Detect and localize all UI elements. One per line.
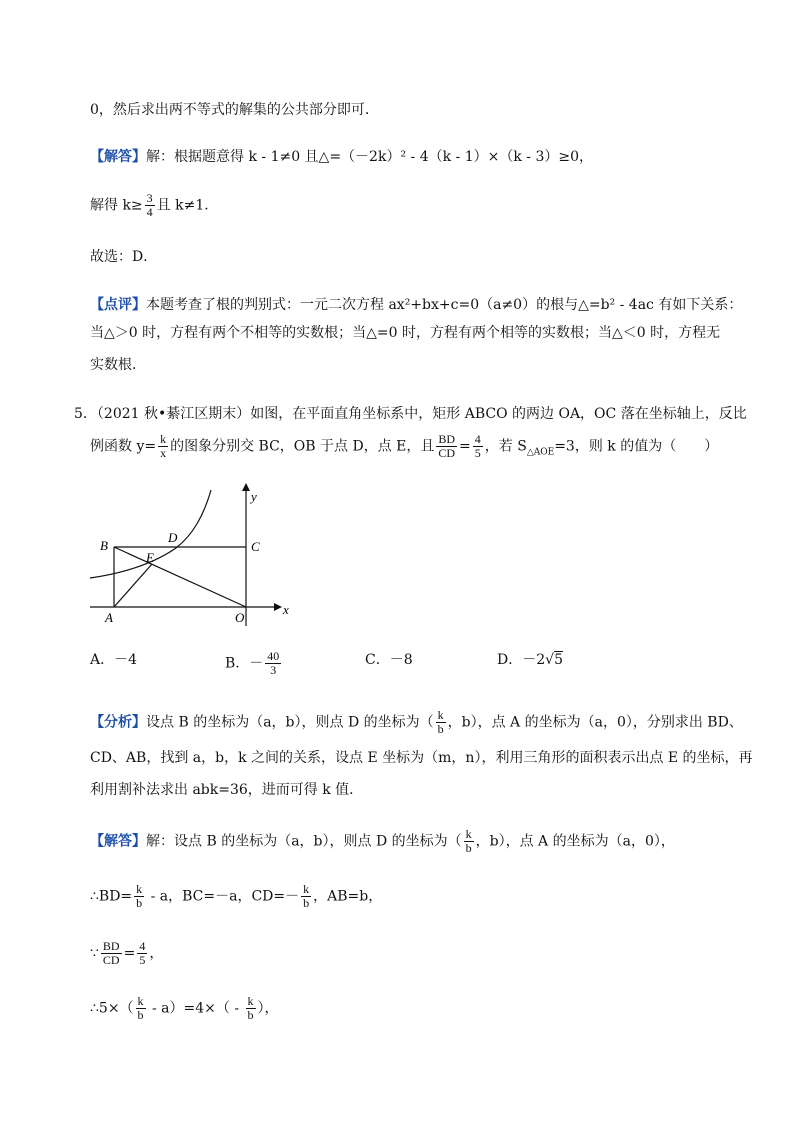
- label-d: D: [168, 530, 178, 545]
- step-text: ∵: [90, 945, 99, 962]
- fraction-40-3: [265, 650, 281, 677]
- step-text: ∴BD=: [90, 888, 133, 905]
- question-text-1: 如图，在平面直角坐标系中，矩形 ABCO 的两边 OA，OC 落在坐标轴上，反比: [250, 406, 747, 422]
- answer-text-1b: ，b），点 A 的坐标为（a，0），: [475, 833, 675, 850]
- step-text: ，AB=b，: [313, 888, 383, 905]
- analysis-line1: [90, 709, 743, 736]
- sol4-choose: 故选：D．: [90, 249, 158, 265]
- question-source: （2021 秋•綦江区期末）: [96, 406, 251, 422]
- fraction: [134, 883, 144, 910]
- fraction: [301, 883, 311, 910]
- label-x: x: [283, 602, 289, 617]
- fraction-den: 3: [270, 663, 277, 677]
- fraction-num: k: [160, 432, 167, 446]
- q5-line2: [90, 433, 718, 462]
- step-text: ，: [149, 945, 164, 962]
- question-text-2d: ，若 S: [484, 438, 527, 455]
- fraction-k-b: [464, 828, 474, 855]
- fraction-num: k: [465, 827, 472, 841]
- step-2: [90, 940, 163, 967]
- equals: =: [459, 438, 471, 455]
- option-b-prefix: B．－: [225, 655, 264, 672]
- option-d: [497, 650, 563, 670]
- step-text: =: [123, 945, 136, 962]
- sol4-comment: [90, 295, 742, 315]
- answer-tag: 【解答】: [90, 833, 146, 850]
- fraction-den: 5: [474, 446, 481, 460]
- label-b: B: [100, 538, 108, 553]
- comment-text-1: 本题考查了根的判别式：一元二次方程 ax²+bx+c=0（a≠0）的根与△=b² - 4ac 有如下关系：: [146, 297, 743, 313]
- answer-text: 解：根据题意得 k - 1≠0 且△=（－2k）² - 4（k - 1）×（k - 3）≥0，: [146, 149, 594, 165]
- answer-line1: [90, 828, 675, 855]
- solve-text: 解得 k≥: [90, 197, 143, 214]
- fraction-den: b: [465, 841, 472, 855]
- area-subscript: △AOE: [526, 447, 555, 458]
- fraction: [246, 995, 256, 1022]
- analysis-text-1b: ，b），点 A 的坐标为（a，0），分别求出 BD、: [447, 714, 743, 731]
- question-text-2b: 的图象分别交 BC，OB 于点 D，点 E，且: [170, 438, 435, 455]
- fraction-3-4: [145, 192, 155, 219]
- label-y: y: [251, 489, 257, 504]
- sol4-comment-3: 实数根．: [90, 357, 146, 373]
- fraction-den: CD: [438, 446, 456, 460]
- question-text-2a: 例函数 y=: [90, 438, 157, 455]
- radicand: 5: [554, 652, 563, 668]
- fraction-den: b: [303, 896, 310, 910]
- analysis-text-1a: 设点 B 的坐标为（a，b），则点 D 的坐标为（: [146, 714, 434, 731]
- option-c: C．－8: [365, 652, 413, 668]
- fraction-num: 4: [139, 939, 146, 953]
- analysis-line3: 利用割补法求出 abk=36，进而可得 k 值．: [90, 782, 364, 798]
- fraction-num: k: [303, 882, 310, 896]
- fraction-num: k: [247, 994, 254, 1008]
- step-3: [90, 995, 279, 1022]
- fraction-4-5: [473, 433, 483, 460]
- step-text: - a，BC=－a，CD=－: [146, 888, 300, 905]
- option-d-prefix: D．－2: [497, 652, 546, 668]
- solve-text-2: 且 k≠1．: [156, 197, 219, 214]
- fraction-k-x: [158, 433, 168, 460]
- fraction-bd-cd: [436, 433, 457, 460]
- label-o: O: [235, 610, 245, 625]
- step-1: [90, 883, 382, 910]
- fraction-num: 3: [146, 191, 153, 205]
- fraction-num: 4: [474, 432, 481, 446]
- fraction-den: b: [136, 896, 143, 910]
- option-b: [225, 650, 283, 677]
- answer-text-1a: 解：设点 B 的坐标为（a，b），则点 D 的坐标为（: [146, 833, 462, 850]
- question-number: 5．: [74, 406, 97, 422]
- analysis-tag: 【分析】: [90, 714, 146, 731]
- step-text: ），: [257, 1000, 279, 1017]
- label-e: E: [146, 550, 154, 565]
- analysis-line2: CD、AB，找到 a，b，k 之间的关系，设点 E 坐标为（m，n），利用三角形的面积表示出点 E 的坐标，再: [90, 750, 753, 766]
- fraction-den: 5: [139, 953, 146, 967]
- fraction-num: k: [136, 882, 143, 896]
- question-text-2e: =3，则 k 的值为（ ）: [554, 438, 719, 455]
- fraction-den: CD: [102, 953, 120, 967]
- fraction-num: k: [437, 708, 444, 722]
- segment-ae: [114, 564, 152, 607]
- label-c: C: [251, 539, 260, 554]
- fraction: [101, 940, 122, 967]
- answer-tag: 【解答】: [90, 149, 146, 165]
- fraction-den: x: [160, 446, 167, 460]
- comment-tag: 【点评】: [90, 297, 146, 313]
- fraction-num: BD: [102, 939, 120, 953]
- fraction-den: 4: [146, 205, 153, 219]
- sqrt-icon: √: [545, 652, 555, 668]
- fraction-den: b: [437, 722, 444, 736]
- sol4-line1: 0，然后求出两不等式的解集的公共部分即可．: [90, 102, 379, 118]
- sol4-solve: [90, 192, 218, 219]
- geometry-figure: [85, 478, 305, 628]
- y-axis-arrow-icon: [242, 483, 250, 491]
- fraction: [136, 995, 146, 1022]
- fraction: [137, 940, 147, 967]
- fraction-num: k: [137, 994, 144, 1008]
- segment-bo: [114, 547, 246, 607]
- step-text: - a）=4×（ -: [147, 1000, 244, 1017]
- option-a: A．－4: [90, 652, 138, 668]
- fraction-k-b: [436, 709, 446, 736]
- sol4-comment-2: 当△＞0 时，方程有两个不相等的实数根；当△=0 时，方程有两个相等的实数根；当△＜0 时，方程无: [90, 325, 721, 341]
- fraction-num: BD: [438, 432, 456, 446]
- q5-line1: [74, 404, 747, 424]
- fraction-num: 40: [267, 649, 280, 663]
- sol4-answer: [90, 147, 593, 167]
- fraction-den: b: [137, 1008, 144, 1022]
- x-axis-arrow-icon: [274, 603, 282, 611]
- fraction-den: b: [247, 1008, 254, 1022]
- step-text: ∴5×（: [90, 1000, 134, 1017]
- label-a: A: [105, 610, 113, 625]
